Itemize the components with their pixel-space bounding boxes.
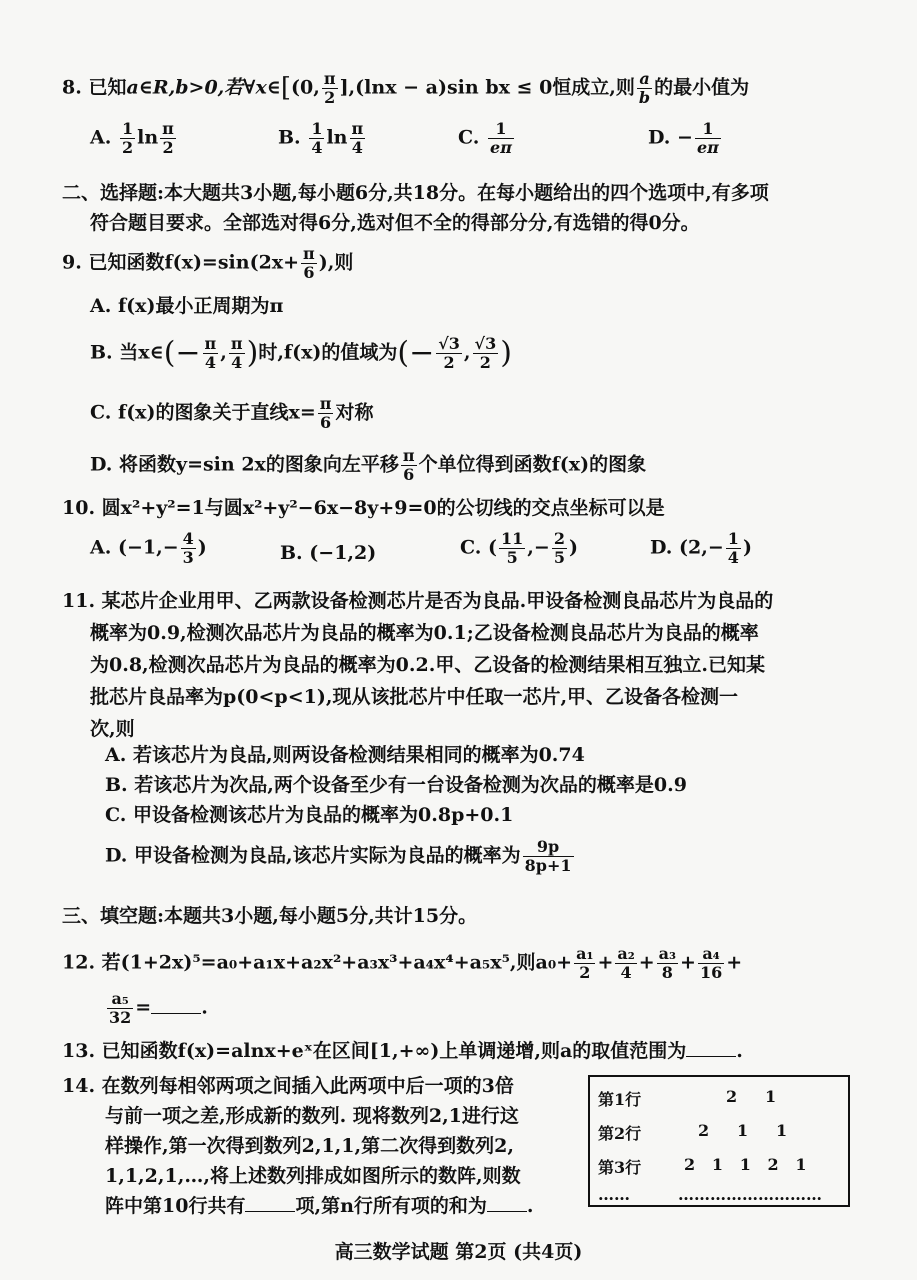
- q14-line-2: 与前一项之差,形成新的数列. 现将数列2,1进行这: [105, 1105, 519, 1127]
- q9-option-d: D. 将函数y=sin 2x的图象向左平移 $\frac{\pi}{6}$ 个单位得到函数f(x)的图象: [90, 446, 647, 484]
- table-row: 第3行 2 1 1 2 1: [598, 1155, 807, 1177]
- q11-line-4: 批芯片良品率为p(0<p<1),现从该批芯片中任取一芯片,甲、乙设备各检测一: [90, 686, 739, 708]
- q12-stem-cont: $\frac{\text{a₅}}{32}$ = .: [109, 989, 208, 1027]
- q8-option-a: A. $\frac{1}{2}$ ln $\frac{\pi}{2}$: [90, 119, 174, 157]
- q10-option-b: B. (−1,2): [280, 542, 377, 564]
- q8-option-c: C. $\frac{1}{e\pi}$: [458, 119, 512, 157]
- q14-answer-blank-1[interactable]: [245, 1195, 295, 1212]
- table-row: 第2行 2 1 1: [598, 1121, 788, 1143]
- q14-line-3: 样操作,第一次得到数列2,1,1,第二次得到数列2,: [105, 1135, 514, 1157]
- q8-stem: 8. 已知a∈R,b>0,若∀x∈[(0, $\frac{\pi}{2}$ ],(lnx − a)sin bx ≤ 0恒成立,则 $\frac{a}{b}$ 的最小值为: [62, 69, 750, 107]
- q11-option-a: A. 若该芯片为良品,则两设备检测结果相同的概率为0.74: [105, 744, 585, 766]
- q10-option-d: D. (2,− $\frac{1}{4}$ ): [650, 529, 752, 567]
- page-footer: 高三数学试题 第2页 (共4页): [334, 1241, 583, 1263]
- q8-option-d: D. − $\frac{1}{e\pi}$: [648, 119, 719, 157]
- q14-answer-blank-2[interactable]: [487, 1195, 527, 1212]
- q10-option-c: C. ( $\frac{11}{5}$ ,− $\frac{2}{5}$ ): [460, 529, 578, 567]
- q8-option-b: B. $\frac{1}{4}$ ln $\frac{\pi}{4}$: [278, 119, 364, 157]
- q10-option-a: A. (−1,− $\frac{4}{3}$ ): [90, 529, 207, 567]
- q14-line-4: 1,1,2,1,…,将上述数列排成如图所示的数阵,则数: [105, 1165, 521, 1187]
- q11-option-c: C. 甲设备检测该芯片为良品的概率为0.8p+0.1: [105, 804, 514, 826]
- section3-heading: 三、填空题:本题共3小题,每小题5分,共计15分。: [62, 905, 478, 927]
- q11-option-b: B. 若该芯片为次品,两个设备至少有一台设备检测为次品的概率是0.9: [105, 774, 687, 796]
- q8-a-over-b: $\frac{a}{b}$: [638, 69, 651, 107]
- q11-line-5: 次,则: [90, 718, 135, 740]
- q11-line-2: 概率为0.9,检测次品芯片为良品的概率为0.1;乙设备检测良品芯片为良品的概率: [90, 622, 759, 644]
- q11-line-3: 为0.8,检测次品芯片为良品的概率为0.2.甲、乙设备的检测结果相互独立.已知某: [90, 654, 765, 676]
- q13-answer-blank[interactable]: [686, 1040, 736, 1057]
- q13-stem: 13. 已知函数f(x)=alnx+eˣ在区间[1,+∞)上单调递增,则a的取值范围为 .: [62, 1040, 743, 1062]
- section2-heading: 二、选择题:本大题共3小题,每小题6分,共18分。在每小题给出的四个选项中,有多项: [62, 182, 769, 204]
- q14-line-5: 阵中第10行共有 项,第n行所有项的和为 .: [105, 1195, 534, 1217]
- q11-option-d: D. 甲设备检测为良品,该芯片实际为良品的概率为 $\frac{9p}{8p+1}$: [105, 837, 572, 875]
- q9-option-b: B. 当x∈(− $\frac{\pi}{4}$ , $\frac{\pi}{4}$ )时,f(x)的值域为(− $\frac{√3}{2}$ , $\frac{√3}{2}$ ): [90, 334, 512, 372]
- q12-stem: 12. 若(1+2x)⁵=a₀+a₁x+a₂x²+a₃x³+a₄x⁴+a₅x⁵,则a₀+ $\frac{\text{a₁}}{2}$ + $\frac{\text{a₂}}{4}$ + $\frac{\text{a₃}}{8}$ + $\frac{\text{a₄}}{16}$ +: [62, 944, 743, 982]
- q11-line-1: 11. 某芯片企业用甲、乙两款设备检测芯片是否为良品.甲设备检测良品芯片为良品的: [62, 590, 774, 612]
- q9-option-c: C. f(x)的图象关于直线x= $\frac{\pi}{6}$ 对称: [90, 394, 374, 432]
- q12-answer-blank[interactable]: [151, 997, 201, 1014]
- table-row: 第1行 2 1: [598, 1087, 777, 1109]
- q8-interval-fraction: $\frac{\pi}{2}$: [323, 69, 336, 107]
- q14-line-1: 14. 在数列每相邻两项之间插入此两项中后一项的3倍: [62, 1075, 514, 1097]
- q9-option-a: A. f(x)最小正周期为π: [90, 295, 284, 317]
- q10-stem: 10. 圆x²+y²=1与圆x²+y²−6x−8y+9=0的公切线的交点坐标可以是: [62, 497, 665, 519]
- section2-instructions: 符合题目要求。全部选对得6分,选对但不全的得部分分,有选错的得0分。: [90, 212, 700, 234]
- table-row: …… ………………………: [598, 1185, 822, 1204]
- q9-stem: 9. 已知函数f(x)=sin(2x+ $\frac{\pi}{6}$ ),则: [62, 244, 354, 282]
- number-array-table: [588, 1075, 850, 1207]
